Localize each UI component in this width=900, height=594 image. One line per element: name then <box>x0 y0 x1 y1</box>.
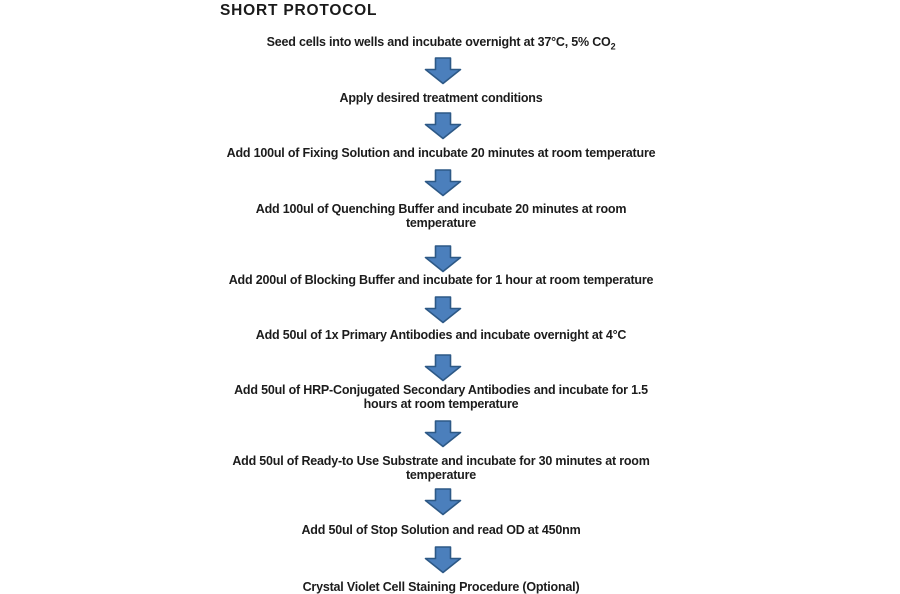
step-3 <box>91 146 791 160</box>
down-arrow-shape <box>426 113 461 139</box>
step-4-text-line-1: Add 100ul of Quenching Buffer and incubate 20 minutes at room <box>255 202 627 216</box>
step-6 <box>91 328 791 342</box>
step-2 <box>91 91 791 105</box>
down-arrow-shape <box>426 355 461 381</box>
step-7 <box>91 383 791 411</box>
step-8-text-line-1: Add 50ul of Ready-to Use Substrate and incubate for 30 minutes at room <box>232 454 650 468</box>
step-5 <box>91 273 791 287</box>
down-arrow-icon <box>424 354 462 382</box>
step-1-text: Seed cells into wells and incubate overnight at 37°C, 5% CO <box>266 35 611 49</box>
down-arrow-icon <box>424 546 462 574</box>
step-8 <box>91 454 791 482</box>
step-2-text: Apply desired treatment conditions <box>339 91 543 105</box>
step-7-text-line-2: hours at room temperature <box>363 397 519 411</box>
page-title: SHORT PROTOCOL <box>220 2 378 19</box>
step-7-text-line-1: Add 50ul of HRP-Conjugated Secondary Antibodies and incubate for 1.5 <box>234 383 648 397</box>
down-arrow-shape <box>426 246 461 272</box>
step-10-text: Crystal Violet Cell Staining Procedure (Optional) <box>302 580 580 594</box>
step-9-text: Add 50ul of Stop Solution and read OD at 450nm <box>301 523 581 537</box>
down-arrow-icon <box>424 488 462 516</box>
down-arrow-shape <box>426 170 461 196</box>
down-arrow-icon <box>424 169 462 197</box>
down-arrow-icon <box>424 57 462 85</box>
down-arrow-icon <box>424 420 462 448</box>
down-arrow-icon <box>424 245 462 273</box>
down-arrow-icon <box>424 112 462 140</box>
step-5-text: Add 200ul of Blocking Buffer and incubate for 1 hour at room temperature <box>228 273 654 287</box>
step-1-subscript: 2 <box>610 41 616 52</box>
down-arrow-shape <box>426 58 461 84</box>
down-arrow-shape <box>426 489 461 515</box>
step-1 <box>91 35 791 52</box>
step-9 <box>91 523 791 537</box>
step-8-text-line-2: temperature <box>405 468 477 482</box>
step-10 <box>91 580 791 594</box>
down-arrow-shape <box>426 297 461 323</box>
step-4-text-line-2: temperature <box>405 216 477 230</box>
down-arrow-icon <box>424 296 462 324</box>
step-3-text: Add 100ul of Fixing Solution and incubate 20 minutes at room temperature <box>226 146 656 160</box>
step-6-text: Add 50ul of 1x Primary Antibodies and incubate overnight at 4°C <box>255 328 627 342</box>
down-arrow-shape <box>426 421 461 447</box>
step-4 <box>91 202 791 230</box>
down-arrow-shape <box>426 547 461 573</box>
